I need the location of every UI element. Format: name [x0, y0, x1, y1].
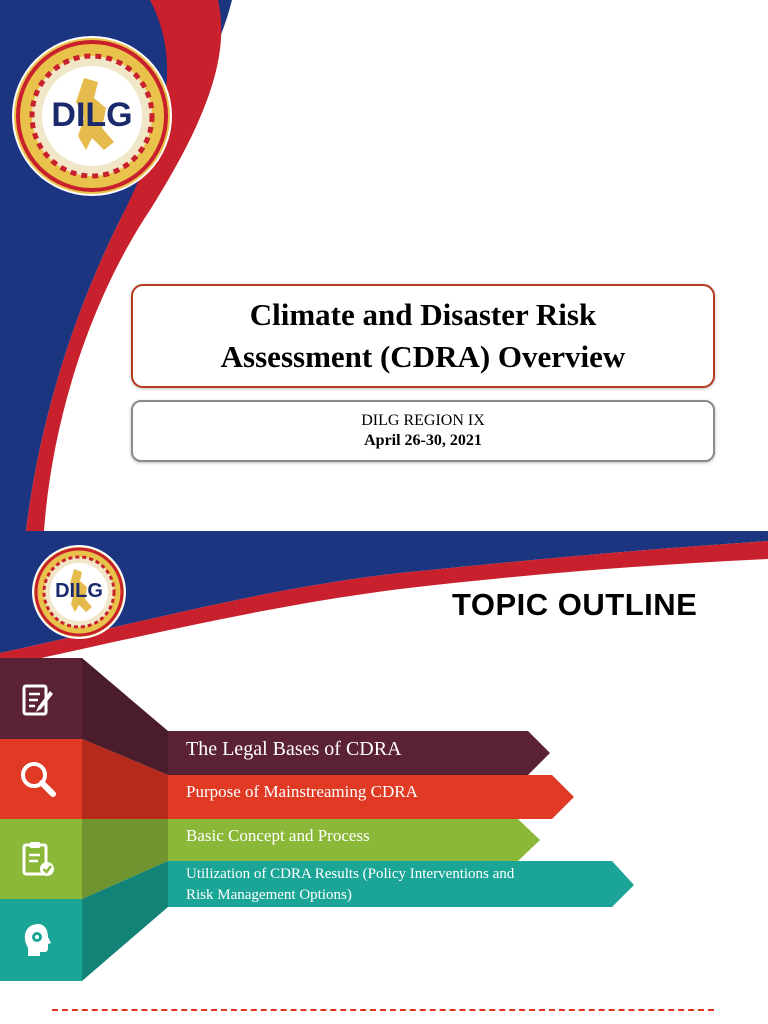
- subtitle-box: [131, 400, 715, 462]
- head-gear-icon: [18, 920, 58, 960]
- dilg-seal-logo: [14, 38, 170, 194]
- magnifier-icon: [18, 759, 58, 799]
- outline-item-3: Basic Concept and Process: [186, 826, 370, 845]
- footer-dashed-divider: [52, 1009, 714, 1011]
- logo-text: DILG: [55, 580, 103, 602]
- outline-item-4: Utilization of CDRA Results (Policy Interventions and Risk Management Options): [186, 866, 515, 903]
- topic-outline-heading: TOPIC OUTLINE: [452, 587, 698, 622]
- region-label: DILG REGION IX: [361, 412, 485, 429]
- outline-item-2: Purpose of Mainstreaming CDRA: [186, 782, 418, 801]
- outline-graphic: [0, 531, 768, 1024]
- date-label: April 26-30, 2021: [364, 432, 482, 449]
- title-box: [131, 284, 715, 388]
- outline-item-1: The Legal Bases of CDRA: [186, 738, 402, 760]
- topic-outline-slide: [0, 531, 768, 1024]
- logo-text: DILG: [51, 96, 133, 134]
- slide-title: Climate and Disaster Risk Assessment (CDRA) Overview: [220, 297, 626, 374]
- clipboard-check-icon: [18, 839, 58, 879]
- notepad-pen-icon: [18, 679, 58, 719]
